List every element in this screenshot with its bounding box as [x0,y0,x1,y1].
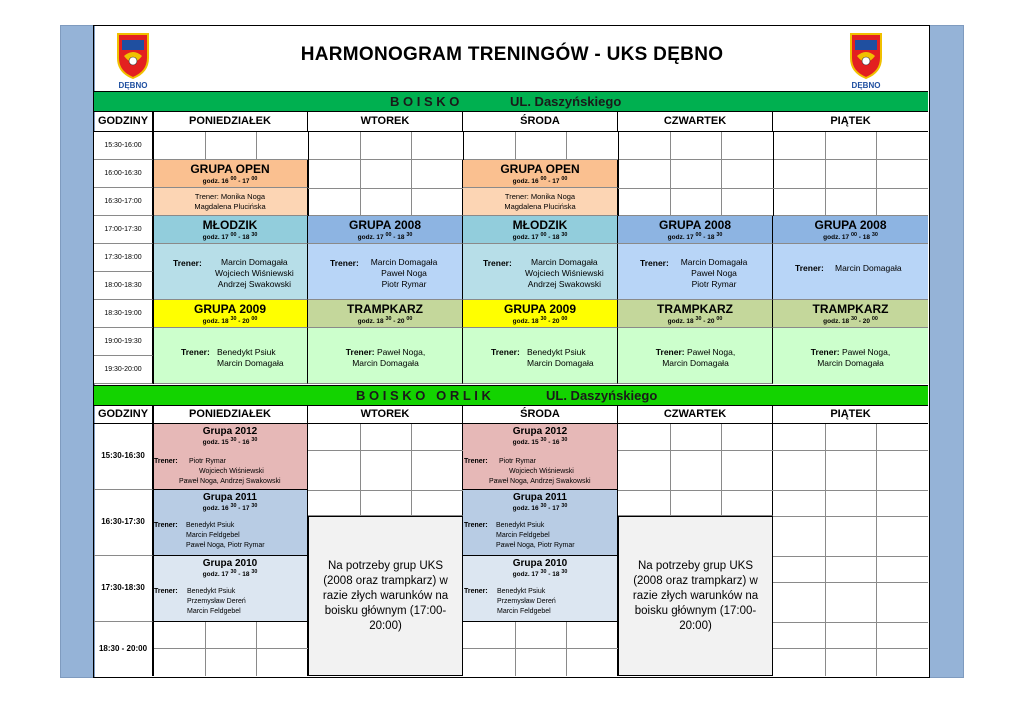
s1-tue-2008-trainers [308,244,463,300]
s1-time-7: 18:30-19:00 [94,300,153,328]
section2-heading-right: UL. Daszyńskiego [546,388,658,403]
s1-tue-2008-header [308,216,463,244]
group-name: Grupa 2010 [202,558,258,569]
s1-fri-tramp-trainers [773,328,928,384]
trainer-2: Paweł Noga [691,268,737,278]
group-name: GRUPA 2008 [348,218,422,232]
s2-wed-2010 [463,556,618,622]
s1-wed-mlodzik-trainers [463,244,618,300]
group-name: MŁODZIK [512,218,568,232]
group-time: godz. 16 $^{00}$ - 17 $^{00}$ [512,176,568,186]
s2-mon-2010 [153,556,308,622]
trainer-3: Piotr Rymar [381,279,427,289]
s2-thu-empty [618,424,773,516]
trainer-2: Przemysław Dereń [497,598,556,605]
s2-mon-2011 [153,490,308,556]
s1-mon-mlodzik-header [153,216,308,244]
trainer-3: Paweł Noga, Andrzej Swakowski [179,478,281,485]
group-time: godz. 17 $^{00}$ - 18 $^{30}$ [202,232,258,242]
s1-thu-tramp-trainers [618,328,773,384]
s1-time-9: 19:30-20:00 [94,356,153,384]
s1-day-fri: PIĄTEK [773,112,928,132]
s1-fri-2008-trainers [773,244,928,300]
s1-mon-2009-header [153,300,308,328]
s1-mon-2009-trainers [153,328,308,384]
s1-fri-2008-header [773,216,928,244]
group-time: godz. 17 $^{00}$ - 18 $^{30}$ [357,232,413,242]
s1-mon-open-trainers [153,188,308,216]
group-time: godz. 16 $^{30}$ - 17 $^{30}$ [202,503,258,513]
s2-wed-2011 [463,490,618,556]
group-time: godz. 15 $^{30}$ - 16 $^{30}$ [512,437,568,447]
trainer-1: Marcin Domagała [370,257,438,267]
trainer-label: Trener: [464,458,488,465]
trainer-2: Marcin Domagała [352,358,419,368]
s2-day-thu: CZWARTEK [618,406,773,424]
trainer-2: Marcin Feldgebel [496,532,550,539]
s1-tue-tramp-trainers [308,328,463,384]
trainer-2: Wojciech Wiśniewski [509,468,574,475]
trainer-label: Trener: [795,263,824,273]
s1-time-1: 15:30-16:00 [94,132,153,160]
section1-heading-right: UL. Daszyńskiego [510,94,622,109]
group-name: GRUPA 2009 [193,302,267,316]
trainer-2: Wojciech Wiśniewski [199,468,264,475]
trainer-1: Paweł Noga, [842,347,891,357]
s1-wed-open-header [463,160,618,188]
s1-thu-2008-trainers [618,244,773,300]
trainer-1: Benedykt Psiuk [217,347,276,357]
trainer-3: Andrzej Swakowski [527,279,601,289]
trainer-1: Benedykt Psiuk [527,347,586,357]
s1-wed-2009-header [463,300,618,328]
s1-time-4: 17:00-17:30 [94,216,153,244]
trainer-2: Wojciech Wiśniewski [215,268,294,278]
trainer-label: Trener: [154,588,178,595]
s1-mon-mlodzik-trainers [153,244,308,300]
trainer-line-2: Magdalena Plucińska [194,202,266,211]
trainer-1: Marcin Domagała [221,257,288,267]
s1-thu-2008-header [618,216,773,244]
s2-day-fri: PIĄTEK [773,406,928,424]
s1-time-3: 16:30-17:00 [94,188,153,216]
trainer-label: Trener: [491,347,520,357]
s1-tue-tramp-header [308,300,463,328]
trainer-3: Marcin Feldgebel [497,608,551,615]
trainer-1: Marcin Domagała [835,263,902,273]
group-name: Grupa 2011 [203,492,257,503]
trainer-1: Marcin Domagała [680,257,748,267]
trainer-label: Trener: [154,522,178,529]
s2-mon-2012 [153,424,308,490]
s1-empty-row-1 [153,132,928,160]
s1-mon-open-header [153,160,308,188]
group-name: GRUPA 2008 [814,218,887,232]
s2-time-4: 18:30 - 20:00 [94,622,153,676]
trainer-1: Benedykt Psiuk [186,522,235,529]
group-time: godz. 17 $^{30}$ - 18 $^{30}$ [202,569,258,579]
s1-thu-tramp-header [618,300,773,328]
s1-wed-mlodzik-header [463,216,618,244]
group-time: godz. 18 $^{30}$ - 20 $^{00}$ [202,316,258,326]
trainer-1: Benedykt Psiuk [497,588,546,595]
right-sidebar [929,25,964,678]
trainer-label: Trener: [173,258,202,268]
trainer-line-1: Trener: Monika Noga [194,192,266,201]
s2-col-hours: GODZINY [94,406,153,424]
trainer-label: Trener: [464,588,488,595]
s1-day-tue: WTOREK [308,112,463,132]
trainer-3: Paweł Noga, Andrzej Swakowski [489,478,591,485]
group-name: MŁODZIK [202,218,258,232]
group-time: godz. 18 $^{30}$ - 20 $^{00}$ [667,316,723,326]
page-title: HARMONOGRAM TRENINGÓW - UKS DĘBNO [300,44,724,65]
group-time: godz. 16 $^{30}$ - 17 $^{30}$ [512,503,568,513]
trainer-label: Trener: [330,258,359,268]
section1-heading-left: B O I S K O [390,94,460,109]
s1-wed-2009-trainers [463,328,618,384]
trainer-label: Trener: [640,258,669,268]
trainer-2: Marcin Domagała [662,358,729,368]
trainer-2: Marcin Domagała [527,358,594,368]
s2-fri-empty [773,424,928,676]
trainer-1: Piotr Rymar [189,458,226,465]
trainer-label: Trener: [181,347,210,357]
trainer-2: Marcin Domagała [817,358,884,368]
group-name: TRAMPKARZ [657,302,733,316]
trainer-3: Paweł Noga, Piotr Rymar [186,542,265,549]
s2-wed-2012 [463,424,618,490]
trainer-label: Trener: [655,347,685,357]
trainer-label: Trener: [154,458,178,465]
s2-thu-note: Na potrzeby grup UKS (2008 oraz trampkarz) w razie złych warunków na boisku głównym (17:00-20:00) [618,516,773,676]
trainer-2: Przemysław Dereń [187,598,246,605]
section1-heading [94,91,928,112]
trainer-2: Marcin Domagała [217,358,284,368]
trainer-1: Piotr Rymar [499,458,536,465]
s1-day-thu: CZWARTEK [618,112,773,132]
trainer-line-1: Trener: Monika Noga [504,192,576,201]
s2-day-mon: PONIEDZIAŁEK [153,406,308,424]
trainer-line-2: Magdalena Plucińska [504,202,576,211]
s1-time-6: 18:00-18:30 [94,272,153,300]
s2-tue-empty [308,424,463,516]
trainer-1: Paweł Noga, [377,347,426,357]
group-time: godz. 18 $^{30}$ - 20 $^{00}$ [357,316,413,326]
s1-time-2: 16:00-16:30 [94,160,153,188]
group-name: Grupa 2010 [512,558,568,569]
trainer-3: Marcin Feldgebel [187,608,241,615]
trainer-2: Marcin Feldgebel [186,532,240,539]
group-time: godz. 18 $^{30}$ - 20 $^{00}$ [823,316,878,326]
s1-fri-tramp-header [773,300,928,328]
group-name: GRUPA 2008 [658,218,732,232]
s2-wed-empty-last [463,622,618,676]
s2-time-2: 16:30-17:30 [94,490,153,556]
group-name: GRUPA 2009 [503,302,577,316]
trainer-1: Paweł Noga, [687,347,736,357]
s1-col-hours: GODZINY [94,112,153,132]
trainer-label: Trener: [810,347,840,357]
trainer-1: Benedykt Psiuk [496,522,545,529]
s1-day-mon: PONIEDZIAŁEK [153,112,308,132]
trainer-label: Trener: [345,347,375,357]
group-time: godz. 15 $^{30}$ - 16 $^{30}$ [202,437,258,447]
s1-day-wed: ŚRODA [463,112,618,132]
s1-time-8: 19:00-19:30 [94,328,153,356]
trainer-label: Trener: [483,258,512,268]
s2-time-3: 17:30-18:30 [94,556,153,622]
logo-text-left: DĘBNO [118,81,148,90]
group-time: godz. 17 $^{00}$ - 18 $^{30}$ [512,232,568,242]
group-time: godz. 17 $^{30}$ - 18 $^{30}$ [512,569,568,579]
trainer-3: Piotr Rymar [691,279,737,289]
trainer-2: Paweł Noga [381,268,427,278]
group-name: GRUPA OPEN [190,162,270,176]
s2-time-1: 15:30-16:30 [94,424,153,490]
group-name: Grupa 2012 [512,426,568,437]
trainer-label: Trener: [464,522,488,529]
trainer-3: Andrzej Swakowski [217,279,291,289]
trainer-1: Marcin Domagała [531,257,598,267]
section2-heading [94,385,928,406]
section2-heading-left: B O I S K O O R L I K [356,388,491,403]
trainer-2: Wojciech Wiśniewski [525,268,604,278]
s2-mon-empty-last [153,622,308,676]
group-name: TRAMPKARZ [347,302,423,316]
s1-wed-open-trainers [463,188,618,216]
group-name: Grupa 2012 [202,426,258,437]
s1-time-5: 17:30-18:00 [94,244,153,272]
group-time: godz. 17 $^{00}$ - 18 $^{30}$ [823,232,878,242]
s2-day-tue: WTOREK [308,406,463,424]
group-time: godz. 16 $^{00}$ - 17 $^{00}$ [202,176,258,186]
trainer-1: Benedykt Psiuk [187,588,236,595]
group-time: godz. 17 $^{00}$ - 18 $^{30}$ [667,232,723,242]
group-name: Grupa 2011 [513,492,567,503]
group-name: GRUPA OPEN [500,162,580,176]
trainer-3: Paweł Noga, Piotr Rymar [496,542,575,549]
s2-day-wed: ŚRODA [463,406,618,424]
logo-text-right: DĘBNO [851,81,881,90]
group-name: TRAMPKARZ [812,302,889,316]
s2-tue-note: Na potrzeby grup UKS (2008 oraz trampkarz) w razie złych warunków na boisku głównym (17:00-20:00) [308,516,463,676]
group-time: godz. 18 $^{30}$ - 20 $^{00}$ [512,316,568,326]
left-sidebar [60,25,95,678]
